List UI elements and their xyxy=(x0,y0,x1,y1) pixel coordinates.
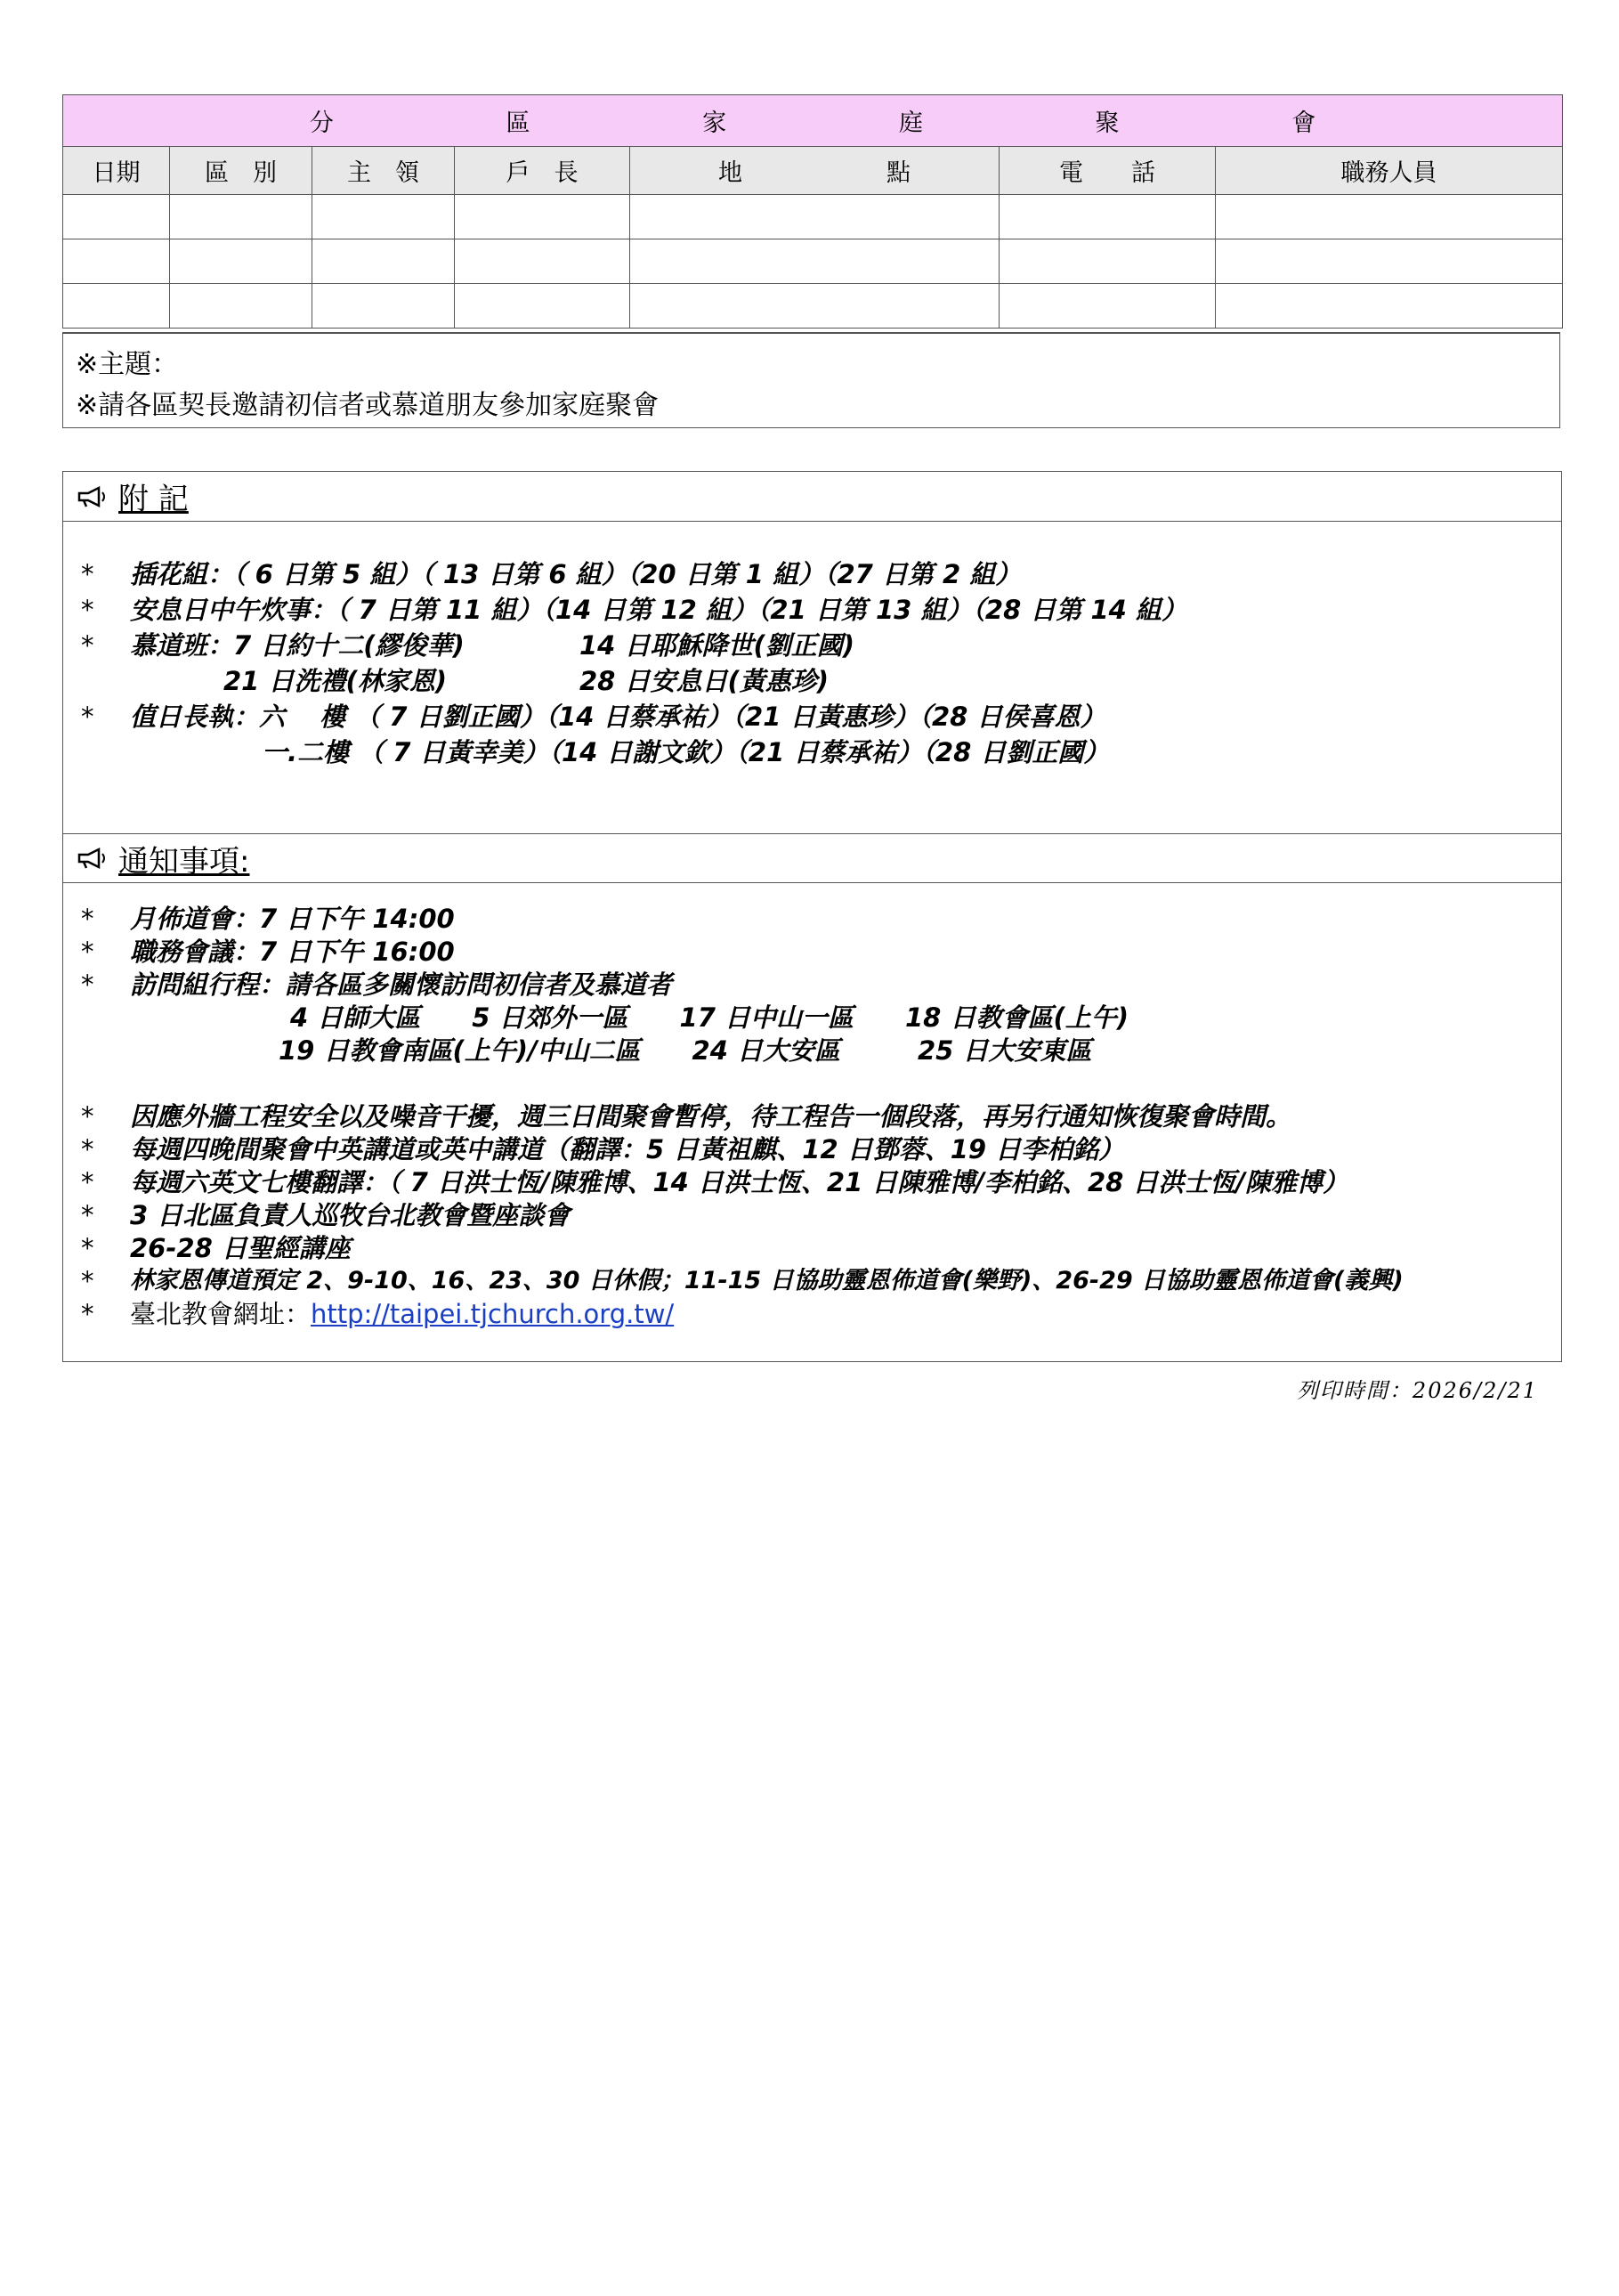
title-char: 分 xyxy=(309,110,334,137)
table-cell xyxy=(630,239,1000,284)
table-row xyxy=(63,284,1563,329)
table-row xyxy=(63,239,1563,284)
header-phone: 電 話 xyxy=(1000,147,1216,195)
table-cell xyxy=(170,195,312,239)
list-item: 一.二樓 （ 7 日黃幸美）（14 日謝文欽）（21 日蔡承祐）（28 日劉正國） xyxy=(262,737,1110,767)
list-item: 3 日北區負責人巡牧台北教會暨座談會 xyxy=(130,1200,571,1230)
bullet: * xyxy=(81,630,94,661)
list-item: 26-28 日聖經講座 xyxy=(130,1233,351,1263)
table-cell xyxy=(312,195,455,239)
bullet: * xyxy=(81,1101,94,1132)
family-gathering-table xyxy=(62,94,1563,329)
table-cell xyxy=(312,239,455,284)
theme-line: ※主題： xyxy=(76,349,179,380)
theme-box xyxy=(62,332,1560,428)
print-time: 列印時間：2026/2/21 xyxy=(1296,1378,1538,1403)
list-item: 值日長執：六 樓 （ 7 日劉正國）（14 日蔡承祐）（21 日黃惠珍）（28 日侯喜恩） xyxy=(130,702,1106,732)
table-cell xyxy=(312,284,455,329)
notices-heading-label: 通知事項: xyxy=(118,843,250,880)
table-cell xyxy=(1000,195,1216,239)
header-district: 區 別 xyxy=(170,147,312,195)
list-item: 職務會議：7 日下午 16:00 xyxy=(130,937,455,967)
table-cell xyxy=(1216,239,1563,284)
list-item: 慕道班：7 日約十二(繆俊華) xyxy=(130,630,465,661)
list-item: 訪問組行程：請各區多關懷訪問初信者及慕道者 xyxy=(130,970,673,1000)
list-item: 插花組：（ 6 日第 5 組）（ 13 日第 6 組）（20 日第 1 組）（27 日第 2 組） xyxy=(130,559,1022,589)
invite-line: ※請各區契長邀請初信者或慕道朋友參加家庭聚會 xyxy=(76,390,660,421)
title-char: 庭 xyxy=(898,110,923,137)
table-cell xyxy=(1216,284,1563,329)
megaphone-icon xyxy=(76,485,108,508)
bullet: * xyxy=(81,1134,94,1164)
title-char: 會 xyxy=(1291,110,1316,137)
bullet: * xyxy=(81,702,94,732)
bullet: * xyxy=(81,1167,94,1197)
notes-box xyxy=(62,471,1562,1362)
table-cell xyxy=(63,284,170,329)
table-cell xyxy=(455,195,630,239)
bullet: * xyxy=(81,937,94,967)
table-cell xyxy=(455,239,630,284)
bullet: * xyxy=(81,1299,94,1329)
list-item: 月佈道會：7 日下午 14:00 xyxy=(130,904,455,934)
title-char: 聚 xyxy=(1095,110,1120,137)
table-title xyxy=(63,95,1563,147)
table-cell xyxy=(455,284,630,329)
table-cell xyxy=(1000,284,1216,329)
title-char: 家 xyxy=(702,110,727,137)
table-cell xyxy=(170,284,312,329)
table-cell xyxy=(1216,195,1563,239)
table-cell xyxy=(63,195,170,239)
list-item: 因應外牆工程安全以及噪音干擾，週三日間聚會暫停，待工程告一個段落，再另行通知恢復聚會時間。 xyxy=(130,1101,1292,1132)
bullet: * xyxy=(81,559,94,589)
megaphone-icon xyxy=(76,847,108,870)
bullet: * xyxy=(81,595,94,625)
list-item: 4 日師大區 5 日郊外一區 17 日中山一區 18 日教會區(上午) xyxy=(290,1002,1129,1033)
list-item: 安息日中午炊事：（ 7 日第 11 組）（14 日第 12 組）（21 日第 13 組）（28 日第 14 組） xyxy=(130,595,1187,625)
table-cell xyxy=(63,239,170,284)
table-title-row xyxy=(63,95,1563,147)
table-cell xyxy=(630,195,1000,239)
header-leader: 主 領 xyxy=(312,147,455,195)
list-item: 林家恩傳道預定 2、9-10、16、23、30 日休假；11-15 日協助靈恩佈道會(樂野)、26-29 日協助靈恩佈道會(義興) xyxy=(130,1267,1404,1294)
table-header-row xyxy=(63,147,1563,195)
header-staff: 職務人員 xyxy=(1216,147,1563,195)
bullet: * xyxy=(81,970,94,1000)
bullet: * xyxy=(81,1266,94,1296)
website-item xyxy=(130,1298,674,1330)
title-char: 區 xyxy=(506,110,530,137)
table-cell xyxy=(170,239,312,284)
website-link[interactable]: http://taipei.tjchurch.org.tw/ xyxy=(311,1299,675,1329)
website-label: 臺北教會網址： xyxy=(130,1299,312,1329)
bullet: * xyxy=(81,1233,94,1263)
table-cell xyxy=(1000,239,1216,284)
list-item: 28 日安息日(黃惠珍) xyxy=(579,666,829,696)
table-cell xyxy=(630,284,1000,329)
list-item: 19 日教會南區(上午)/中山二區 24 日大安區 25 日大安東區 xyxy=(279,1035,1092,1066)
table-row xyxy=(63,195,1563,239)
notes-heading-label: 附 記 xyxy=(118,482,189,517)
bullet: * xyxy=(81,904,94,934)
list-item: 21 日洗禮(林家恩) xyxy=(223,666,447,696)
list-item: 每週六英文七樓翻譯：（ 7 日洪士恆/陳雅博、14 日洪士恆、21 日陳雅博/李柏銘、28 日洪士恆/陳雅博） xyxy=(130,1167,1349,1197)
notices-heading xyxy=(63,833,1561,883)
notes-heading xyxy=(63,472,1561,522)
bullet: * xyxy=(81,1200,94,1230)
header-date: 日期 xyxy=(63,147,170,195)
list-item: 每週四晚間聚會中英講道或英中講道（翻譯：5 日黃祖麒、12 日鄧蓉、19 日李柏銘） xyxy=(130,1134,1125,1164)
list-item: 14 日耶穌降世(劉正國) xyxy=(579,630,854,661)
header-location: 地 點 xyxy=(630,147,1000,195)
header-household-head: 戶 長 xyxy=(455,147,630,195)
